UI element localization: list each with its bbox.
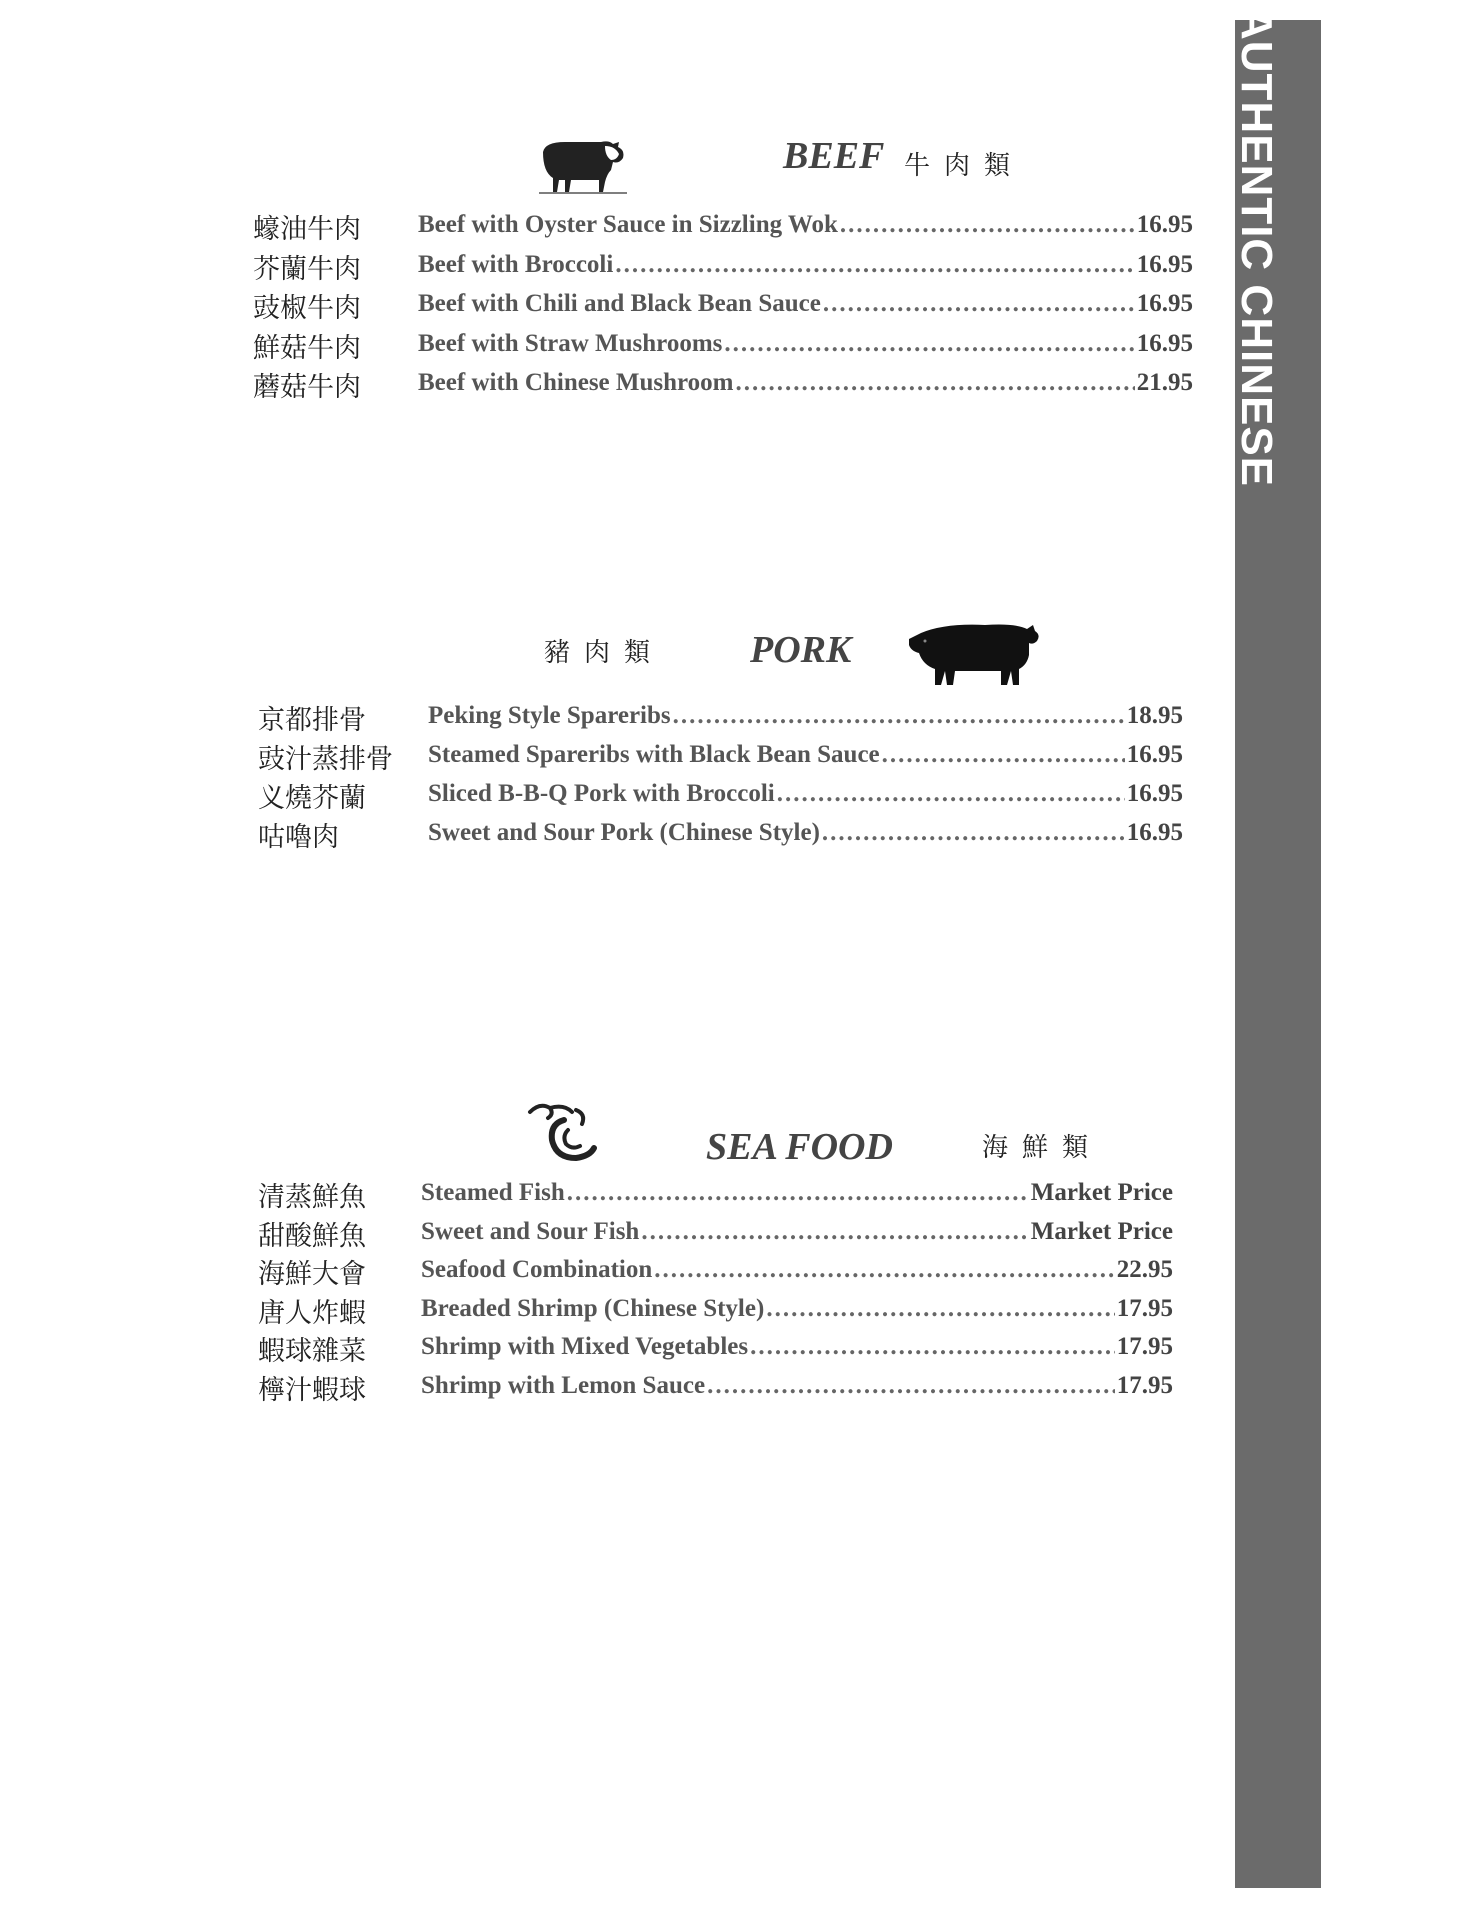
menu-item bbox=[258, 1175, 1173, 1211]
menu-item bbox=[258, 1214, 1173, 1250]
item-name-cn: 海鮮大會 bbox=[258, 1259, 366, 1290]
item-line bbox=[421, 1218, 1173, 1246]
item-name-cn: 唐人炸蝦 bbox=[258, 1297, 366, 1329]
item-line bbox=[421, 1295, 1173, 1323]
item-name-en: Beef with Chili and Black Bean Sauce bbox=[418, 290, 821, 317]
item-name-cn: 咕嚕肉 bbox=[258, 822, 339, 853]
leader-dots bbox=[882, 741, 1125, 769]
item-line bbox=[418, 251, 1193, 279]
menu-item bbox=[253, 326, 1193, 362]
menu-item bbox=[258, 1368, 1173, 1404]
menu-item bbox=[253, 365, 1193, 401]
item-name-en: Breaded Shrimp (Chinese Style) bbox=[421, 1294, 765, 1322]
item-name-cn: 清蒸鮮魚 bbox=[258, 1182, 366, 1213]
leader-dots bbox=[654, 1256, 1114, 1284]
side-banner-text: AUTHENTIC CHINESE bbox=[1232, 8, 1281, 488]
item-price: 16.95 bbox=[1126, 741, 1183, 768]
item-line bbox=[428, 819, 1183, 847]
seafood-title-cn: 海鮮類 bbox=[982, 1133, 1103, 1163]
leader-dots bbox=[766, 1295, 1114, 1323]
seafood-title: SEA FOOD bbox=[706, 1126, 893, 1168]
item-price: Market Price bbox=[1030, 1217, 1173, 1245]
item-price: 17.95 bbox=[1116, 1371, 1173, 1399]
item-name-cn: 蘑菇牛肉 bbox=[253, 372, 361, 403]
item-price: 16.95 bbox=[1126, 819, 1183, 846]
item-name-cn: 鮮菇牛肉 bbox=[253, 332, 361, 364]
item-name-en: Sliced B-B-Q Pork with Broccoli bbox=[428, 780, 775, 807]
menu-item bbox=[253, 286, 1193, 322]
item-name-en: Shrimp with Mixed Vegetables bbox=[421, 1333, 749, 1360]
pig-icon bbox=[905, 615, 1045, 690]
item-name-cn: 芥蘭牛肉 bbox=[253, 253, 361, 285]
menu-item bbox=[258, 776, 1183, 812]
menu-item bbox=[258, 1291, 1173, 1327]
item-name-cn: 檸汁蝦球 bbox=[258, 1374, 366, 1406]
menu-item bbox=[258, 1252, 1173, 1288]
item-line bbox=[428, 702, 1183, 730]
item-name-en: Steamed Spareribs with Black Bean Sauce bbox=[428, 741, 880, 768]
cow-icon bbox=[535, 130, 630, 195]
menu-item bbox=[258, 737, 1183, 773]
item-price: 16.95 bbox=[1136, 250, 1193, 278]
leader-dots bbox=[736, 369, 1135, 397]
item-line bbox=[418, 330, 1193, 358]
item-line bbox=[421, 1256, 1173, 1284]
item-price: 16.95 bbox=[1126, 780, 1183, 807]
item-name-cn: 甜酸鮮魚 bbox=[258, 1220, 366, 1252]
menu-item bbox=[258, 815, 1183, 851]
item-line bbox=[421, 1333, 1173, 1361]
item-price: 16.95 bbox=[1136, 329, 1193, 357]
item-name-en: Sweet and Sour Pork (Chinese Style) bbox=[428, 819, 820, 846]
item-price: 22.95 bbox=[1116, 1256, 1173, 1283]
menu-item bbox=[253, 207, 1193, 243]
leader-dots bbox=[777, 780, 1125, 808]
item-line bbox=[421, 1179, 1173, 1207]
pork-title-cn: 豬肉類 bbox=[544, 638, 665, 668]
leader-dots bbox=[822, 819, 1125, 847]
item-price: 16.95 bbox=[1136, 211, 1193, 238]
item-line bbox=[421, 1372, 1173, 1400]
item-name-en: Beef with Broccoli bbox=[418, 250, 614, 278]
item-price: 16.95 bbox=[1136, 290, 1193, 317]
menu-item bbox=[253, 247, 1193, 283]
item-name-en: Beef with Chinese Mushroom bbox=[418, 369, 734, 396]
leader-dots bbox=[724, 330, 1134, 358]
item-name-en: Shrimp with Lemon Sauce bbox=[421, 1371, 706, 1399]
leader-dots bbox=[641, 1218, 1028, 1246]
leader-dots bbox=[840, 211, 1135, 239]
item-name-cn: 蝦球雜菜 bbox=[258, 1336, 366, 1367]
leader-dots bbox=[615, 251, 1134, 279]
item-line bbox=[428, 780, 1183, 808]
item-line bbox=[418, 211, 1193, 239]
item-name-cn: 豉椒牛肉 bbox=[253, 293, 361, 324]
leader-dots bbox=[673, 702, 1125, 730]
menu-item bbox=[258, 698, 1183, 734]
leader-dots bbox=[750, 1333, 1115, 1361]
item-name-en: Peking Style Spareribs bbox=[428, 702, 671, 729]
item-name-en: Sweet and Sour Fish bbox=[421, 1217, 640, 1245]
item-price: 17.95 bbox=[1116, 1333, 1173, 1360]
leader-dots bbox=[823, 290, 1135, 318]
item-price: 18.95 bbox=[1126, 702, 1183, 729]
beef-title-cn: 牛肉類 bbox=[904, 151, 1025, 181]
item-line bbox=[418, 290, 1193, 318]
pork-title: PORK bbox=[750, 629, 852, 671]
item-name-en: Seafood Combination bbox=[421, 1256, 653, 1283]
leader-dots bbox=[567, 1179, 1029, 1207]
item-name-cn: 蠔油牛肉 bbox=[253, 214, 361, 245]
item-name-en: Steamed Fish bbox=[421, 1179, 565, 1206]
item-name-cn: 豉汁蒸排骨 bbox=[258, 744, 393, 775]
item-name-cn: 京都排骨 bbox=[258, 705, 366, 736]
item-line bbox=[428, 741, 1183, 769]
item-name-cn: 义燒芥蘭 bbox=[258, 783, 366, 814]
item-name-en: Beef with Straw Mushrooms bbox=[418, 329, 723, 357]
item-name-en: Beef with Oyster Sauce in Sizzling Wok bbox=[418, 211, 838, 238]
shrimp-icon bbox=[520, 1100, 610, 1165]
item-price: 21.95 bbox=[1136, 369, 1193, 396]
leader-dots bbox=[707, 1372, 1115, 1400]
item-price: Market Price bbox=[1030, 1179, 1173, 1206]
menu-item bbox=[258, 1329, 1173, 1365]
beef-title: BEEF bbox=[783, 135, 885, 177]
item-price: 17.95 bbox=[1116, 1294, 1173, 1322]
item-line bbox=[418, 369, 1193, 397]
